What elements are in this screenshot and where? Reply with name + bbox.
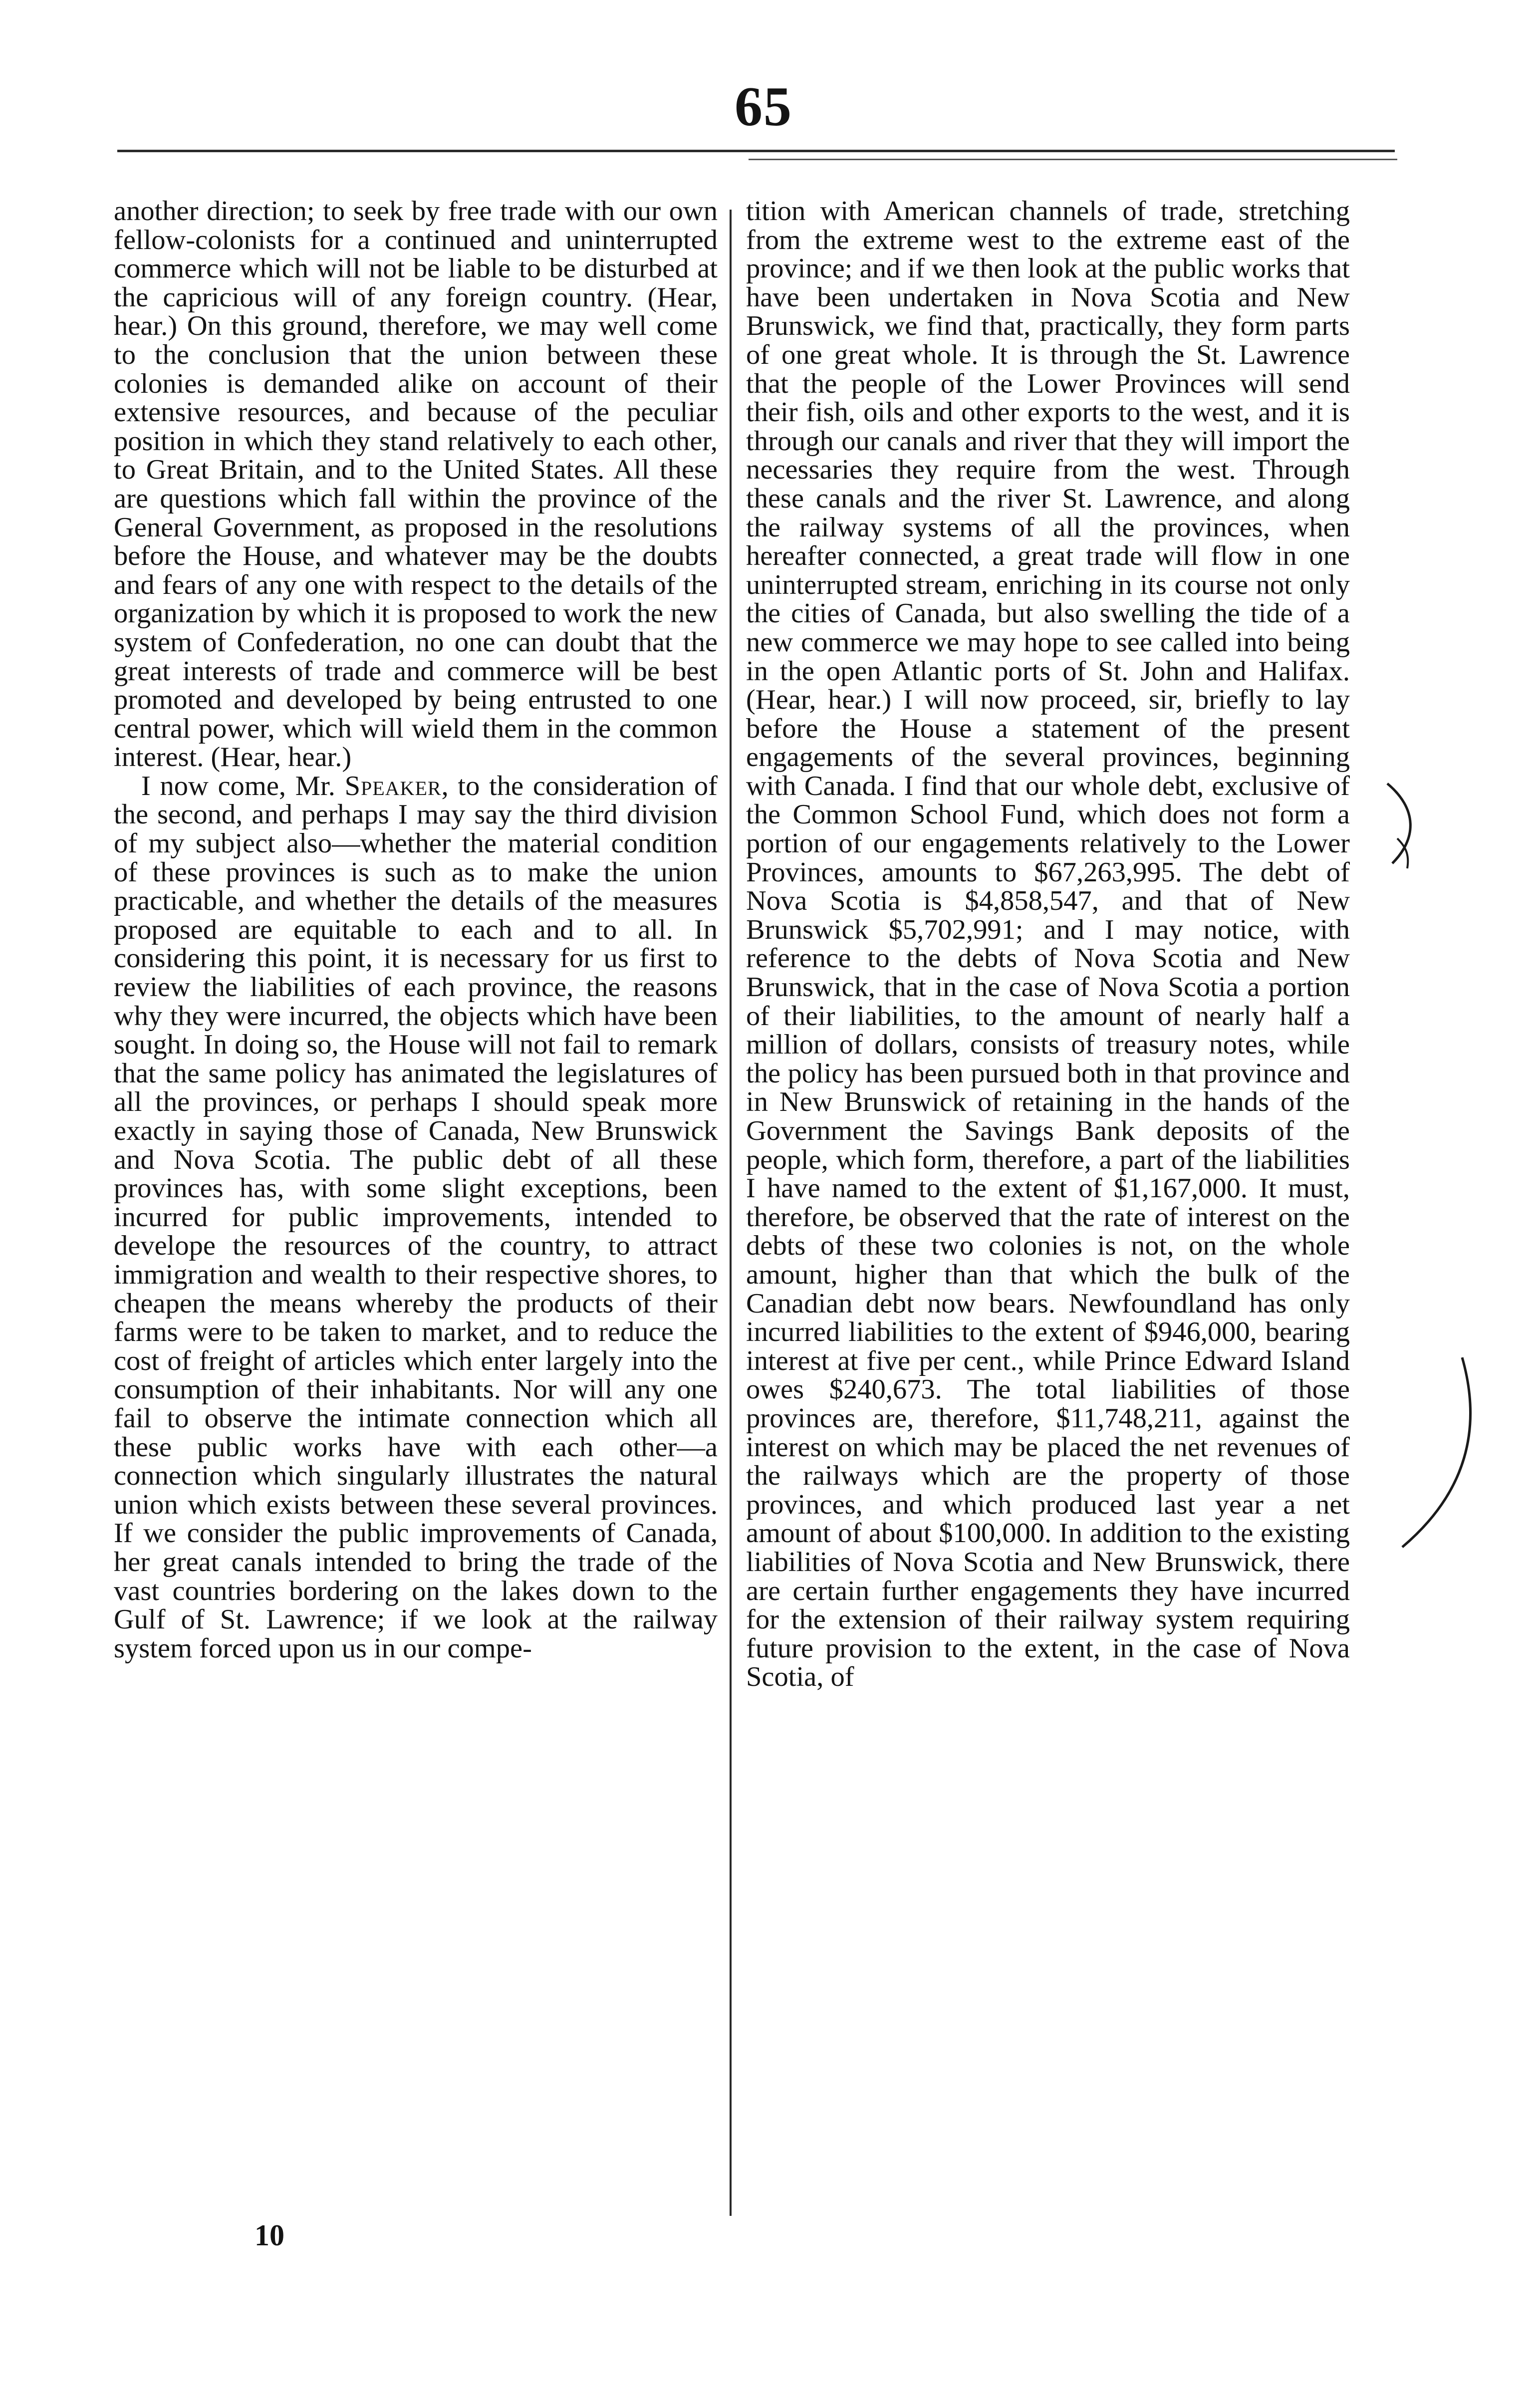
right-paragraph-1: tition with American channels of trade, stretching from the extreme west to the extreme east of the province; and if we then look at the public works that have been undertaken in Nova Scotia and New Brunswick, we find that, practically, they form parts of one great whole. It is through the St. Lawrence that the people of the Lower Provinces will send their fish, oils and other exports to the west, and it is through our canals and river that they will import the necessaries they require from the west. Through these canals and the river St. Lawrence, and along the railway systems of all the provinces, when hereafter connected, a great trade will flow in one uninterrupted stream, enriching in its course not only the cities of Canada, but also swelling the tide of a new commerce we may hope to see called into being in the open Atlantic ports of St. John and Halifax. (Hear, hear.) I will now proceed, sir, briefly to lay before the House a statement of the present engagements of the several provinces, beginning with Canada. I find that our whole debt, exclusive of the Common School Fund, which does not form a portion of our engagements relatively to the Lower Provinces, amounts to $67,263,995. The debt of Nova Scotia is $4,858,547, and that of New Brunswick $5,702,991; and I may notice, with reference to the debts of Nova Scotia and New Brunswick, that in the case of Nova Scotia a portion of their liabilities, to the amount of nearly half a million of dollars, consists of treasury notes, while the policy has been pursued both in that province and in New Brunswick of retaining in the hands of the Government the Savings Bank deposits of the people, which form, therefore, a part of the liabilities I have named to the extent of $1,167,000. It must, therefore, be observed that the rate of interest on the debts of these two colonies is not, on the whole amount, higher than that which the bulk of the Canadian debt now bears. Newfoundland has only incurred liabilities to the extent of $946,000, bearing interest at five per cent., while Prince Edward Island owes $240,673. The total liabilities of those provinces are, therefore, $11,748,211, against the interest on which may be placed the net revenues of the railways which are the property of those provinces, and which produced last year a net amount of about $100,000. In addition to the existing liabilities of Nova Scotia and New Brunswick, there are certain further engagements they have incurred for the extension of their railway system requiring future provision to the extent, in the case of Nova Scotia, of (746, 196, 1350, 1693)
column-divider (730, 210, 732, 2216)
page-number: 65 (735, 76, 792, 138)
header-rule (117, 150, 1395, 152)
left-paragraph-1: another direction; to seek by free trade with our own fellow-colonists for a continued and uninterrupted commerce which will not be liable to be disturbed at the capricious will of any foreign country. (Hear, hear.) On this ground, therefore, we may well come to the conclusion that the union between these colonies is demanded alike on account of their extensive resources, and because of the peculiar position in which they stand relatively to each other, to Great Britain, and to the United States. All these are questions which fall within the province of the General Government, as proposed in the resolutions before the House, and whatever may be the doubts and fears of any one with respect to the details of the organization by which it is proposed to work the new system of Confederation, no one can doubt that the great interests of trade and commerce will be best promoted and developed by being entrusted to one central power, which will wield them in the common interest. (Hear, hear.) (114, 196, 718, 773)
left-paragraph-2 (114, 772, 718, 1663)
header-rule-secondary (749, 159, 1397, 160)
right-column (746, 197, 1350, 1692)
left-paragraph-2-rest: , to the consideration of the second, and perhaps I may say the third division of my subject also—whether the material condition of these provinces is such as to make the union practicable, and whether the details of the measures proposed are equitable to each and to all. In considering this point, it is necessary for us first to review the liabilities of each province, the reasons why they were incurred, the objects which have been sought. In doing so, the House will not fail to remark that the same policy has animated the legislatures of all the provinces, or perhaps I should speak more exactly in saying those of Canada, New Brunswick and Nova Scotia. The public debt of all these provinces has, with some slight exceptions, been incurred for public improvements, intended to develope the resources of the country, to attract immigration and wealth to their respective shores, to cheapen the means whereby the products of their farms were to be taken to market, and to reduce the cost of freight of articles which enter largely into the consumption of their inhabitants. Nor will any one fail to observe the intimate connection which all these public works have with each other—a connection which singularly illustrates the natural union which exists between these several provinces. If we consider the public improvements of Canada, her great canals intended to bring the trade of the vast countries bordering on the lakes down to the Gulf of St. Lawrence; if we look at the railway system forced upon us in our compe- (114, 770, 718, 1664)
speaker-name: Speaker (344, 770, 442, 802)
left-column (114, 197, 718, 1663)
left-paragraph-2-start: I now come, Mr. (141, 770, 345, 802)
signature-mark: 10 (255, 2219, 284, 2252)
